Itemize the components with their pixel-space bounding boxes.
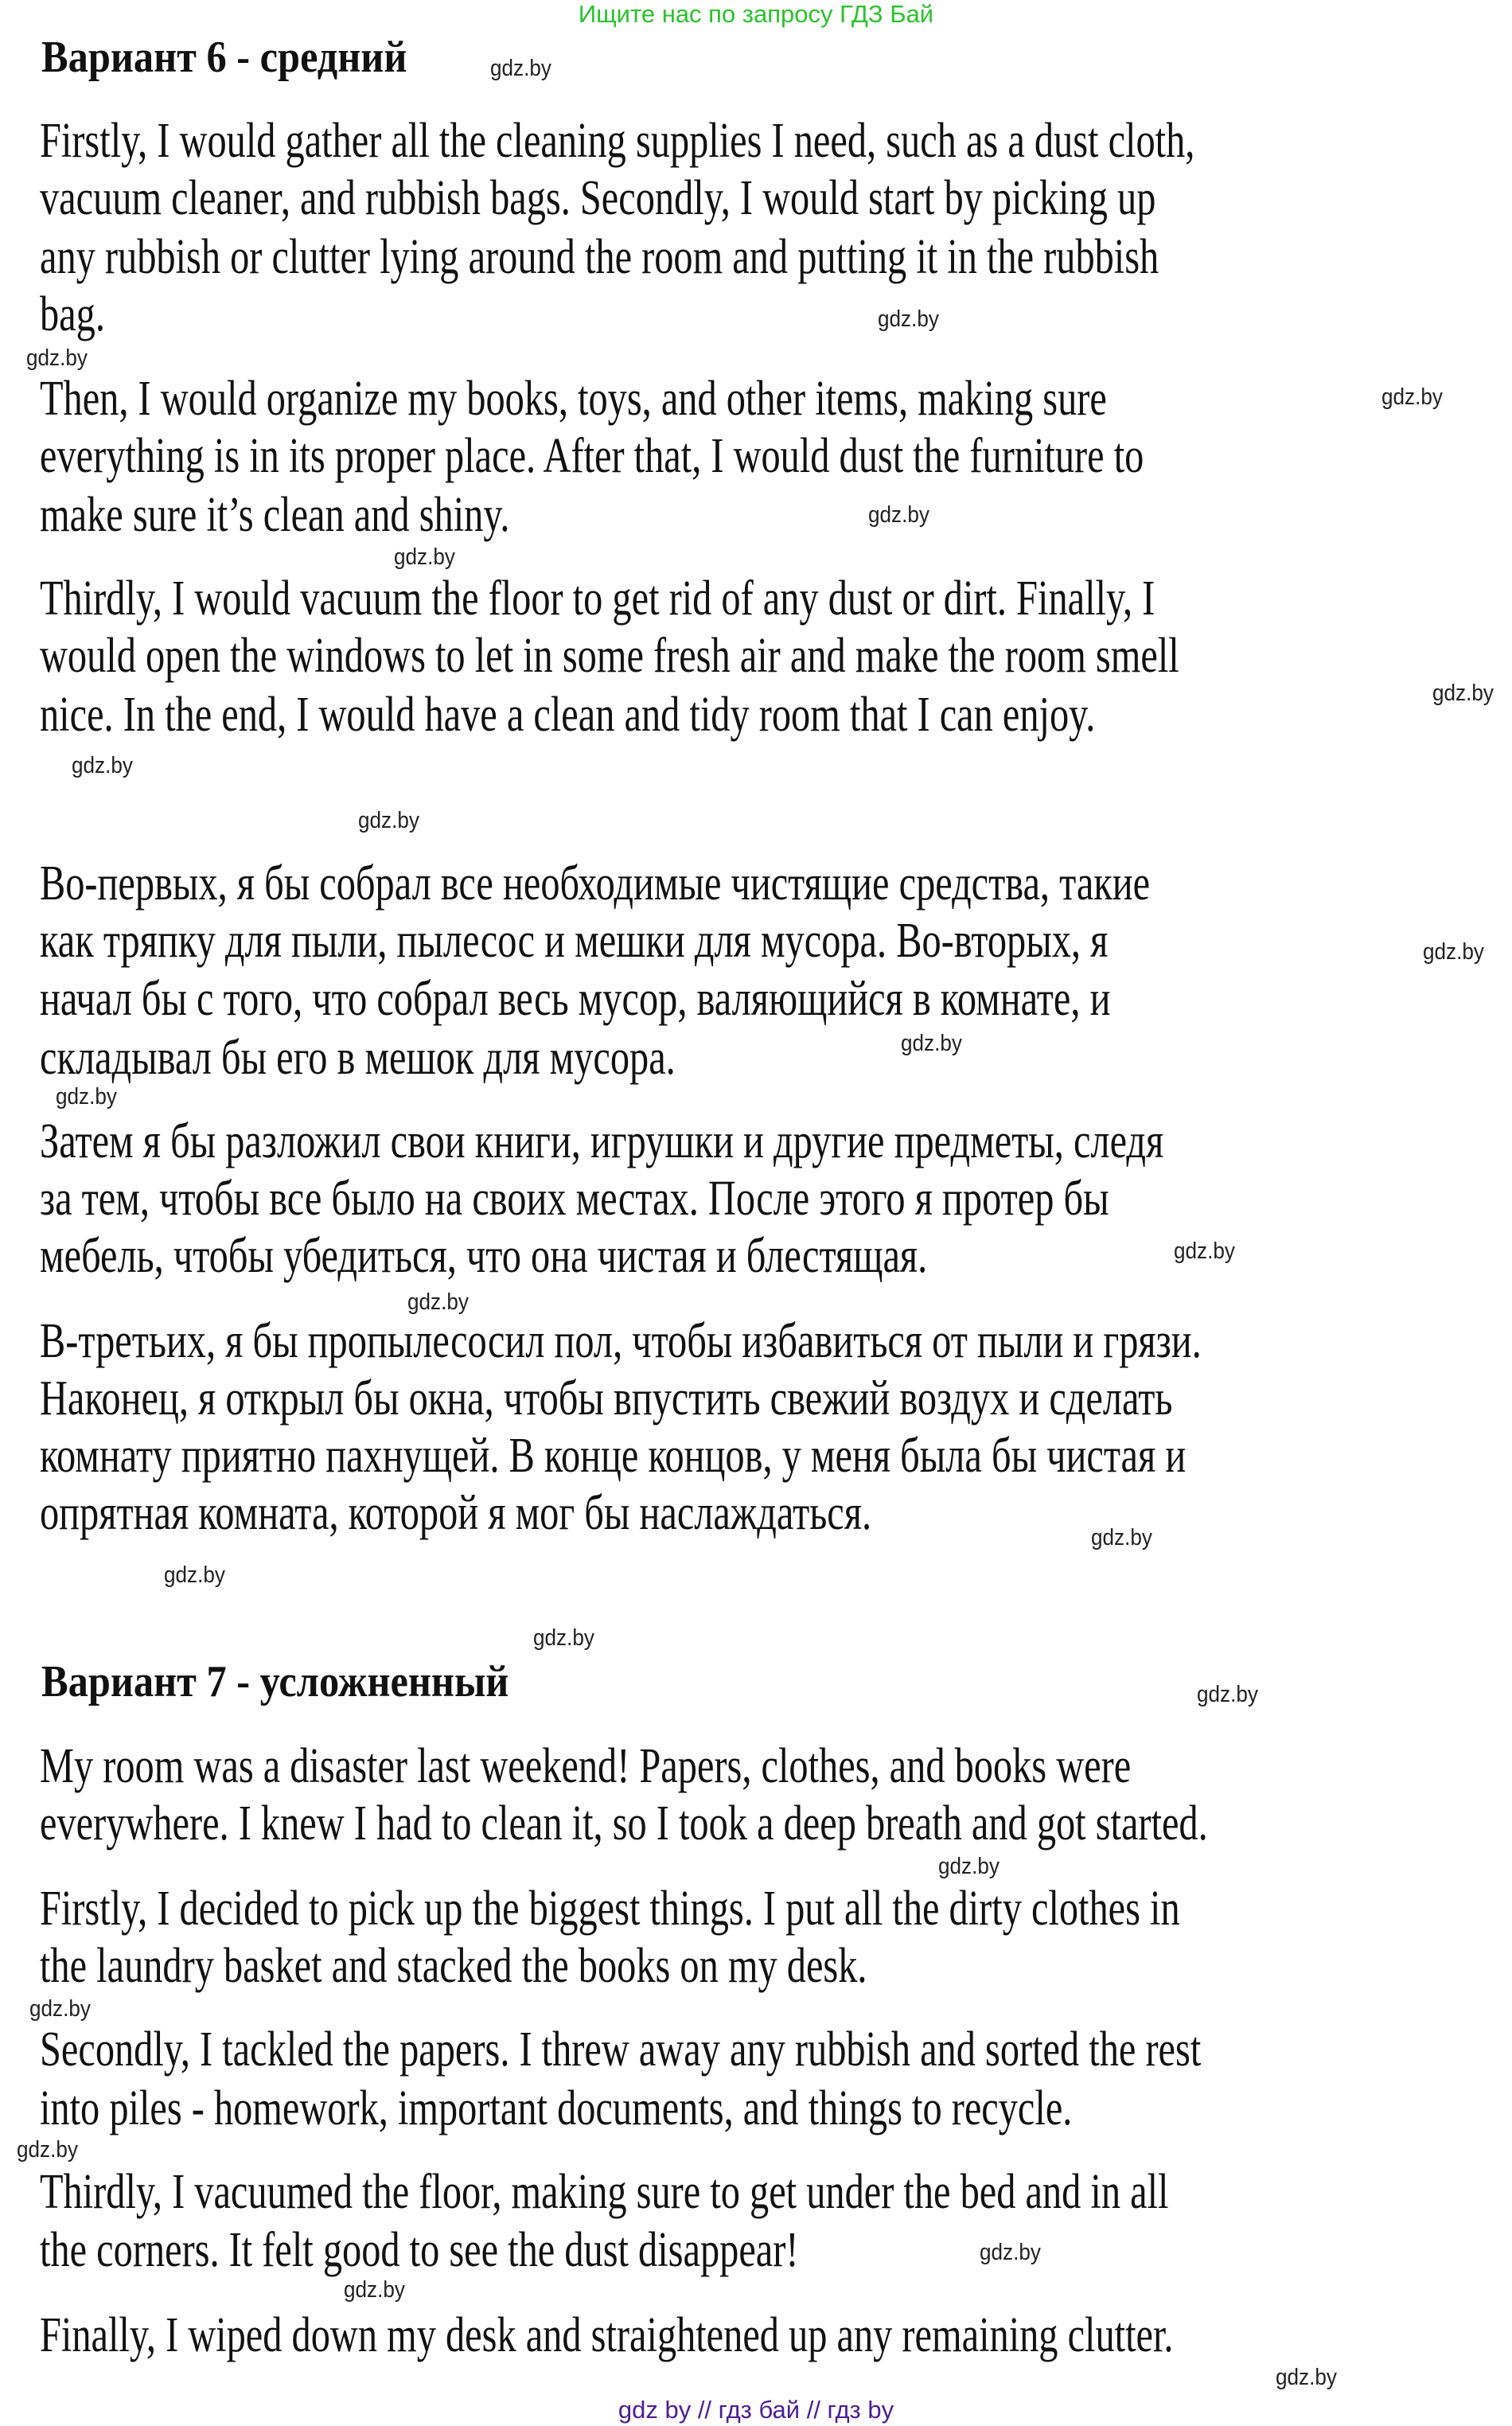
watermark: gdz.by — [878, 306, 939, 332]
text-line: into piles - homework, important documents, and things to recycle. — [40, 2081, 1073, 2135]
text-line: Thirdly, I would vacuum the floor to get rid of any dust or dirt. Finally, I — [40, 571, 1155, 626]
watermark: gdz.by — [17, 2137, 78, 2163]
text-line: за тем, чтобы все было на своих местах. После этого я протер бы — [40, 1172, 1109, 1226]
watermark: gdz.by — [1276, 2365, 1337, 2390]
watermark: gdz.by — [26, 345, 88, 371]
text-line: В-третьих, я бы пропылесосил пол, чтобы избавиться от пыли и грязи. — [40, 1314, 1202, 1368]
watermark: gdz.by — [1381, 384, 1443, 410]
watermark: gdz.by — [344, 2277, 405, 2303]
watermark: gdz.by — [1423, 939, 1484, 965]
watermark: gdz.by — [938, 1854, 1000, 1879]
watermark: gdz.by — [164, 1562, 225, 1588]
watermark: gdz.by — [868, 502, 929, 528]
text-line: make sure it’s clean and shiny. — [40, 488, 510, 542]
text-line: vacuum cleaner, and rubbish bags. Secondly, I would start by picking up — [40, 171, 1156, 225]
section-title: Вариант 6 - средний — [41, 33, 407, 82]
watermark: gdz.by — [29, 1996, 91, 2022]
watermark: gdz.by — [407, 1289, 469, 1315]
footer-links[interactable]: gdz by // гдз бай // гдз by — [618, 2396, 894, 2424]
watermark: gdz.by — [1091, 1525, 1152, 1550]
search-banner: Ищите нас по запросу ГДЗ Бай — [578, 0, 934, 28]
text-line: мебель, чтобы убедиться, что она чистая и блестящая. — [40, 1229, 928, 1283]
text-line: опрятная комната, которой я мог бы наслаждаться. — [40, 1486, 872, 1540]
text-line: would open the windows to let in some fresh air and make the room smell — [40, 629, 1179, 683]
text-line: everywhere. I knew I had to clean it, so I took a deep breath and got started. — [40, 1796, 1208, 1851]
watermark: gdz.by — [901, 1031, 962, 1056]
text-line: Finally, I wiped down my desk and straightened up any remaining clutter. — [40, 2308, 1174, 2362]
text-line: the corners. It felt good to see the dust disappear! — [40, 2223, 799, 2277]
text-line: складывал бы его в мешок для мусора. — [40, 1031, 676, 1085]
text-line: Then, I would organize my books, toys, and other items, making sure — [40, 372, 1107, 426]
text-line: everything is in its proper place. After that, I would dust the furniture to — [40, 429, 1144, 483]
text-line: комнату приятно пахнущей. В конце концов, у меня была бы чистая и — [40, 1429, 1187, 1483]
watermark: gdz.by — [56, 1084, 117, 1110]
text-line: как тряпку для пыли, пылесос и мешки для мусора. Во-вторых, я — [40, 914, 1109, 968]
text-line: any rubbish or clutter lying around the room and putting it in the rubbish — [40, 230, 1159, 284]
section-title: Вариант 7 - усложненный — [41, 1657, 509, 1706]
text-line: начал бы с того, что собрал весь мусор, валяющийся в комнате, и — [40, 972, 1111, 1026]
text-line: Firstly, I decided to pick up the biggest things. I put all the dirty clothes in — [40, 1882, 1180, 1936]
watermark: gdz.by — [1174, 1238, 1235, 1264]
text-line: Firstly, I would gather all the cleaning supplies I need, such as a dust cloth, — [40, 114, 1195, 168]
text-line: bag. — [40, 287, 105, 341]
text-line: Наконец, я открыл бы окна, чтобы впустить свежий воздух и сделать — [40, 1371, 1173, 1426]
watermark: gdz.by — [980, 2240, 1041, 2265]
text-line: Thirdly, I vacuumed the floor, making sure to get under the bed and in all — [40, 2165, 1169, 2219]
watermark: gdz.by — [533, 1625, 594, 1651]
watermark: gdz.by — [490, 56, 551, 81]
text-line: nice. In the end, I would have a clean and tidy room that I can enjoy. — [40, 688, 1096, 742]
watermark: gdz.by — [1197, 1682, 1258, 1707]
watermark: gdz.by — [1432, 681, 1494, 706]
text-line: Secondly, I tackled the papers. I threw away any rubbish and sorted the rest — [40, 2022, 1202, 2077]
watermark: gdz.by — [358, 808, 419, 833]
watermark: gdz.by — [72, 753, 133, 778]
text-line: the laundry basket and stacked the books on my desk. — [40, 1939, 867, 1993]
text-line: Во-первых, я бы собрал все необходимые чистящие средства, такие — [40, 856, 1151, 911]
watermark: gdz.by — [394, 544, 455, 570]
text-line: My room was a disaster last weekend! Papers, clothes, and books were — [40, 1739, 1132, 1793]
text-line: Затем я бы разложил свои книги, игрушки и другие предметы, следя — [40, 1114, 1164, 1168]
